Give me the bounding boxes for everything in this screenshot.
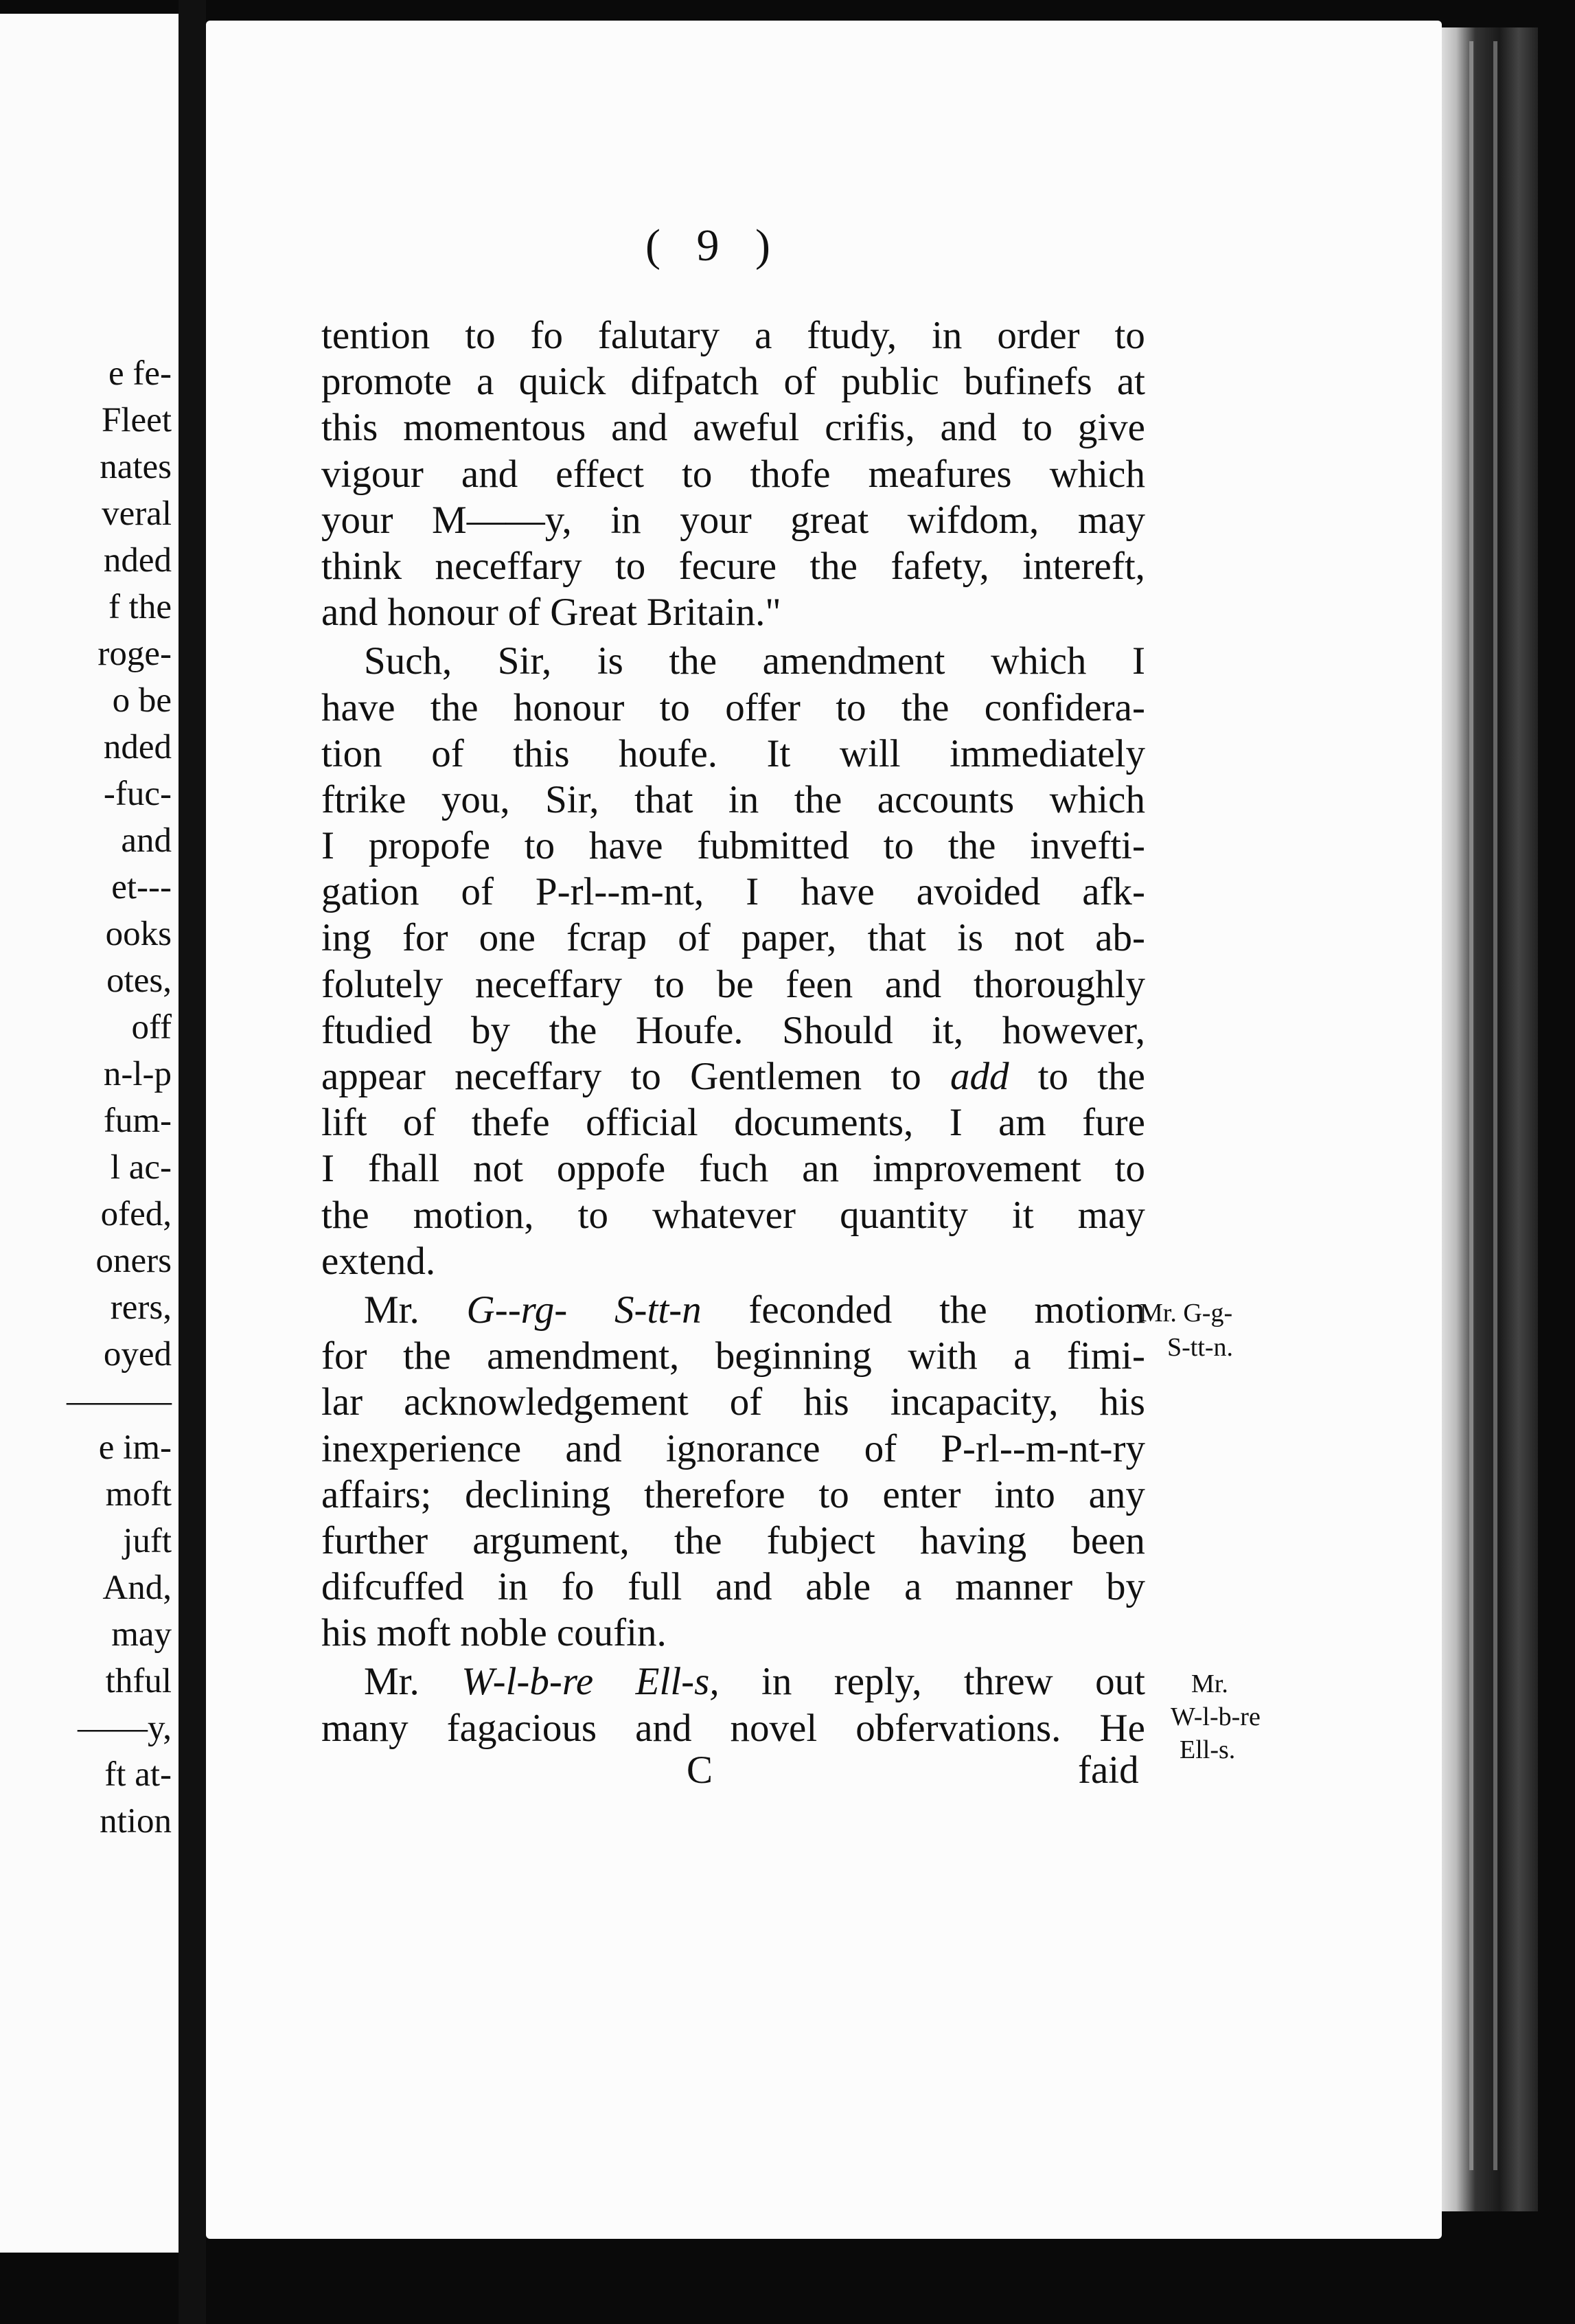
word: to [883, 824, 915, 868]
word: to [890, 1055, 921, 1098]
word: however, [1002, 1008, 1145, 1052]
word: Gentlemen [690, 1055, 862, 1098]
word: to [659, 685, 690, 729]
word: ftudied [321, 1008, 433, 1052]
word: promote [321, 360, 452, 404]
book-gutter [179, 0, 206, 2324]
word: the [321, 1193, 369, 1237]
word: amendment, [487, 1334, 680, 1378]
word: which [1049, 777, 1145, 821]
word: to [818, 1472, 849, 1516]
text-line [321, 358, 1145, 405]
word: paper, [741, 916, 837, 960]
word: ftudy, [807, 314, 897, 357]
word: tion [321, 731, 382, 775]
word: effect [555, 452, 644, 496]
word: full [628, 1565, 682, 1609]
word: noble [460, 1611, 547, 1655]
word: beginning [715, 1334, 872, 1378]
word: think [321, 544, 402, 588]
word: and [321, 591, 378, 635]
left-page-fragment: -fuc- [103, 775, 172, 813]
text-line [321, 312, 1145, 358]
word: He [1099, 1706, 1145, 1750]
left-page-fragment: ——y, [78, 1709, 172, 1747]
word: to [1114, 314, 1145, 357]
word: P-rl--m-nt, [535, 870, 704, 914]
word: the [402, 1334, 451, 1378]
word: lar [321, 1380, 363, 1424]
word: your [321, 498, 393, 542]
word: order [997, 314, 1080, 357]
word: falutary [597, 314, 720, 357]
word: have [588, 824, 663, 868]
word: extend. [321, 1239, 436, 1283]
word: and [884, 962, 942, 1006]
word: with [908, 1334, 978, 1378]
text-line [321, 1472, 1145, 1518]
word: crifis, [825, 406, 915, 450]
word: that [634, 777, 693, 821]
text-line [321, 731, 1145, 777]
word: the [669, 639, 717, 683]
word: thefe [471, 1101, 550, 1145]
word: neceffary [435, 544, 582, 588]
word: fuch [699, 1147, 769, 1191]
word: bufinefs [963, 360, 1092, 404]
word: to [836, 685, 866, 729]
text-line [321, 1426, 1145, 1472]
word: reply, [834, 1660, 922, 1704]
word: the [794, 777, 842, 821]
word: avoided [916, 870, 1041, 914]
word: official [586, 1101, 698, 1145]
left-page-fragment: and [121, 821, 172, 860]
word: of [783, 360, 816, 404]
word: Britain." [646, 591, 781, 635]
text-line [321, 685, 1145, 731]
word: is [957, 916, 984, 960]
word: into [994, 1472, 1055, 1516]
word: ftrike [321, 777, 406, 821]
text-line [321, 1333, 1145, 1379]
word: to [654, 962, 685, 1006]
word: feen [785, 962, 853, 1006]
word: his [803, 1380, 849, 1424]
word: It [766, 731, 791, 775]
left-page-fragment: Fleet [102, 401, 172, 440]
word: and [940, 406, 997, 450]
word: his [321, 1611, 367, 1655]
left-page-fragment: ft at- [104, 1755, 172, 1794]
word: by [1105, 1565, 1145, 1609]
word: moft [376, 1611, 451, 1655]
left-page-fragment: e fe- [108, 354, 172, 393]
word: houfe. [619, 731, 718, 775]
word: you, [441, 777, 510, 821]
word: inexperience [321, 1426, 522, 1470]
body-text [321, 312, 1145, 1751]
word: Mr. [364, 1660, 419, 1704]
left-page-fragment: veral [102, 494, 172, 533]
word: affairs; [321, 1472, 432, 1516]
word: fubject [766, 1518, 875, 1562]
text-line [321, 451, 1145, 497]
text-line [321, 1192, 1145, 1238]
word: to [1037, 1055, 1069, 1098]
margin-note: Mr. [1191, 1670, 1228, 1698]
text-line [321, 1100, 1145, 1146]
signature-mark: C [687, 1748, 713, 1792]
word: give [1077, 406, 1145, 450]
word: be [716, 962, 754, 1006]
word: Sir, [497, 639, 552, 683]
word: to [465, 314, 496, 357]
page-edge [1442, 27, 1538, 2211]
left-page-fragment: ntion [100, 1802, 172, 1841]
left-facing-page [0, 14, 183, 2253]
word: fo [561, 1565, 595, 1609]
word: declining [465, 1472, 611, 1516]
word: propofe [368, 824, 491, 868]
word: argument, [472, 1518, 630, 1562]
left-page-fragment: otes, [106, 961, 172, 1000]
word: neceffary [474, 962, 623, 1006]
word: in [932, 314, 963, 357]
word: improvement [872, 1147, 1081, 1191]
word: your [680, 498, 752, 542]
page-number: ( 9 ) [645, 220, 783, 271]
word: quick [518, 360, 606, 404]
word: it [1012, 1193, 1034, 1237]
margin-note: S-tt-n. [1167, 1333, 1234, 1362]
word: fimi- [1067, 1334, 1145, 1378]
text-line [321, 1659, 1145, 1705]
word: I [321, 1147, 334, 1191]
word: Should [782, 1008, 893, 1052]
word: a [1013, 1334, 1031, 1378]
text-line [321, 961, 1145, 1007]
word: and [715, 1565, 772, 1609]
word: fure [1082, 1101, 1145, 1145]
word: to [682, 452, 713, 496]
left-page-fragment: juft [123, 1522, 172, 1560]
word: and [565, 1426, 622, 1470]
text-line [321, 823, 1145, 869]
left-page-fragment: nates [100, 448, 172, 486]
word: difpatch [630, 360, 759, 404]
text-line [321, 1705, 1145, 1751]
word: a [755, 314, 772, 357]
word: the [947, 824, 996, 868]
left-page-fragment: moft [105, 1475, 172, 1514]
word: that [867, 916, 926, 960]
left-page-fragment: l ac- [110, 1148, 172, 1187]
word: honour [513, 685, 625, 729]
word: afk- [1082, 870, 1145, 914]
word: been [1071, 1518, 1145, 1562]
word: of [678, 916, 711, 960]
word: manner [955, 1565, 1073, 1609]
word: Ell-s, [635, 1660, 720, 1704]
word: ab- [1095, 916, 1145, 960]
word: thofe [750, 452, 831, 496]
word: meafures [868, 452, 1012, 496]
word: documents, [734, 1101, 914, 1145]
word: Such, [364, 639, 452, 683]
word: the [809, 544, 858, 588]
word: of [507, 591, 541, 635]
word: vigour [321, 452, 424, 496]
left-page-fragment: oners [95, 1242, 172, 1280]
left-page-fragment: n-l-p [103, 1055, 172, 1093]
word: invefti- [1030, 824, 1145, 868]
word: the [674, 1518, 722, 1562]
text-line [321, 915, 1145, 961]
left-page-fragment: rers, [110, 1288, 172, 1327]
word: the [1097, 1055, 1145, 1098]
text-line [321, 1379, 1145, 1425]
word: obfervations. [855, 1706, 1061, 1750]
word: and [611, 406, 668, 450]
word: the [549, 1008, 597, 1052]
word: to [577, 1193, 608, 1237]
word: of [729, 1380, 763, 1424]
word: gation [321, 870, 419, 914]
word: his [1099, 1380, 1145, 1424]
word: having [920, 1518, 1027, 1562]
word: of [431, 731, 464, 775]
text-line [321, 1518, 1145, 1564]
word: feconded [748, 1288, 893, 1332]
word: fo [530, 314, 563, 357]
left-page-fragment: nded [103, 541, 172, 580]
word: accounts [877, 777, 1015, 821]
word: G--rg- [466, 1288, 568, 1332]
text-line [321, 589, 1145, 635]
word: novel [730, 1706, 818, 1750]
left-page-fragment: ooks [105, 915, 172, 953]
text-line [321, 1053, 1145, 1100]
word: motion [1034, 1288, 1145, 1332]
word: this [321, 406, 378, 450]
word: momentous [403, 406, 586, 450]
word: I [1131, 639, 1145, 683]
text-line [321, 869, 1145, 915]
left-page-fragment: et--- [111, 868, 172, 907]
word: W-l-b-re [461, 1660, 594, 1704]
left-page-fragment: ofed, [100, 1195, 172, 1233]
word: out [1095, 1660, 1145, 1704]
word: I [746, 870, 759, 914]
word: in [761, 1660, 792, 1704]
word: lift [321, 1101, 367, 1145]
word: not [1014, 916, 1065, 960]
word: Houfe. [635, 1008, 744, 1052]
word: aweful [693, 406, 800, 450]
text-line [321, 1007, 1145, 1053]
word: am [998, 1101, 1046, 1145]
word: to [630, 1055, 661, 1098]
word: to [1114, 1147, 1145, 1191]
word: the [430, 685, 479, 729]
page-edge-line [1493, 41, 1497, 2170]
word: by [471, 1008, 511, 1052]
word: fubmitted [697, 824, 849, 868]
word: which [991, 639, 1087, 683]
word: motion, [413, 1193, 534, 1237]
text-line [321, 497, 1145, 543]
word: therefore [643, 1472, 785, 1516]
margin-note: Ell-s. [1180, 1735, 1236, 1764]
word: in [497, 1565, 529, 1609]
word: the [939, 1288, 987, 1332]
left-page-fragment: thful [105, 1662, 172, 1700]
text-line [321, 777, 1145, 823]
left-page-fragment: f the [108, 588, 172, 626]
word: confidera- [984, 685, 1145, 729]
word: immediately [950, 731, 1145, 775]
left-page-fragment: o be [112, 681, 172, 720]
word: quantity [840, 1193, 968, 1237]
text-line [321, 405, 1145, 451]
word: coufin. [556, 1611, 667, 1655]
word: may [1077, 1193, 1145, 1237]
left-page-fragment: e im- [98, 1428, 172, 1467]
word: ing [321, 916, 371, 960]
left-page-fragment: roge- [97, 635, 172, 673]
word: may [1077, 498, 1145, 542]
word: add [950, 1055, 1009, 1098]
word: for [402, 916, 448, 960]
word: which [1049, 452, 1145, 496]
word: neceffary [455, 1055, 602, 1098]
word: honour [387, 591, 498, 635]
word: fafety, [890, 544, 989, 588]
word: fagacious [446, 1706, 597, 1750]
word: I [949, 1101, 963, 1145]
word: enter [882, 1472, 961, 1516]
word: fecure [678, 544, 777, 588]
word: incapacity, [890, 1380, 1059, 1424]
word: the [901, 685, 950, 729]
text-line [321, 1610, 1145, 1656]
word: able [805, 1565, 871, 1609]
word: have [801, 870, 875, 914]
word: appear [321, 1055, 426, 1098]
word: a [904, 1565, 922, 1609]
left-page-fragment: oyed [103, 1335, 172, 1374]
word: whatever [652, 1193, 796, 1237]
word: oppofe [556, 1147, 666, 1191]
word: and [461, 452, 518, 496]
word: not [473, 1147, 524, 1191]
word: difcuffed [321, 1565, 464, 1609]
word: thoroughly [973, 962, 1145, 1006]
word: at [1116, 360, 1145, 404]
word: public [841, 360, 939, 404]
word: and [635, 1706, 692, 1750]
text-line [321, 1564, 1145, 1610]
word: to [524, 824, 555, 868]
word: P-rl--m-nt-ry [941, 1426, 1145, 1470]
word: of [461, 870, 494, 914]
word: offer [725, 685, 801, 729]
word: S-tt-n [614, 1288, 702, 1332]
word: of [864, 1426, 897, 1470]
word: in [728, 777, 759, 821]
word: intereft, [1022, 544, 1145, 588]
word: any [1088, 1472, 1145, 1516]
word: a [476, 360, 494, 404]
word: is [597, 639, 623, 683]
text-line [321, 638, 1145, 684]
word: fhall [367, 1147, 440, 1191]
word: it, [932, 1008, 964, 1052]
word: for [321, 1334, 367, 1378]
word: further [321, 1518, 428, 1562]
word: an [802, 1147, 839, 1191]
left-page-fragment: ——— [67, 1382, 172, 1420]
text-line [321, 1238, 1145, 1284]
word: this [513, 731, 570, 775]
word: have [321, 685, 395, 729]
page-edge-line [1469, 41, 1473, 2170]
catchword: faid [1078, 1748, 1139, 1792]
word: in [610, 498, 641, 542]
word: I [321, 824, 334, 868]
word: of [402, 1101, 436, 1145]
word: fcrap [566, 916, 647, 960]
left-page-fragment: nded [103, 728, 172, 766]
word: acknowledgement [404, 1380, 689, 1424]
word: Great [550, 591, 637, 635]
word: Mr. [364, 1288, 419, 1332]
left-page-fragment: And, [102, 1569, 172, 1607]
word: tention [321, 314, 430, 357]
word: to [1022, 406, 1053, 450]
word: ignorance [665, 1426, 820, 1470]
word: Sir, [545, 777, 599, 821]
word: many [321, 1706, 409, 1750]
margin-note: W-l-b-re [1171, 1702, 1261, 1731]
text-line [321, 1287, 1145, 1333]
left-page-fragment: off [131, 1008, 172, 1047]
word: to [614, 544, 646, 588]
left-page-fragment: fum- [103, 1102, 172, 1140]
word: folutely [321, 962, 444, 1006]
word: wifdom, [907, 498, 1039, 542]
word: one [479, 916, 536, 960]
text-line [321, 543, 1145, 589]
word: M——y, [432, 498, 572, 542]
margin-note: Mr. G-g- [1140, 1299, 1233, 1328]
text-line [321, 1146, 1145, 1192]
word: will [839, 731, 901, 775]
word: amendment [762, 639, 945, 683]
left-page-fragment: may [111, 1615, 172, 1654]
word: great [790, 498, 869, 542]
word: threw [963, 1660, 1053, 1704]
